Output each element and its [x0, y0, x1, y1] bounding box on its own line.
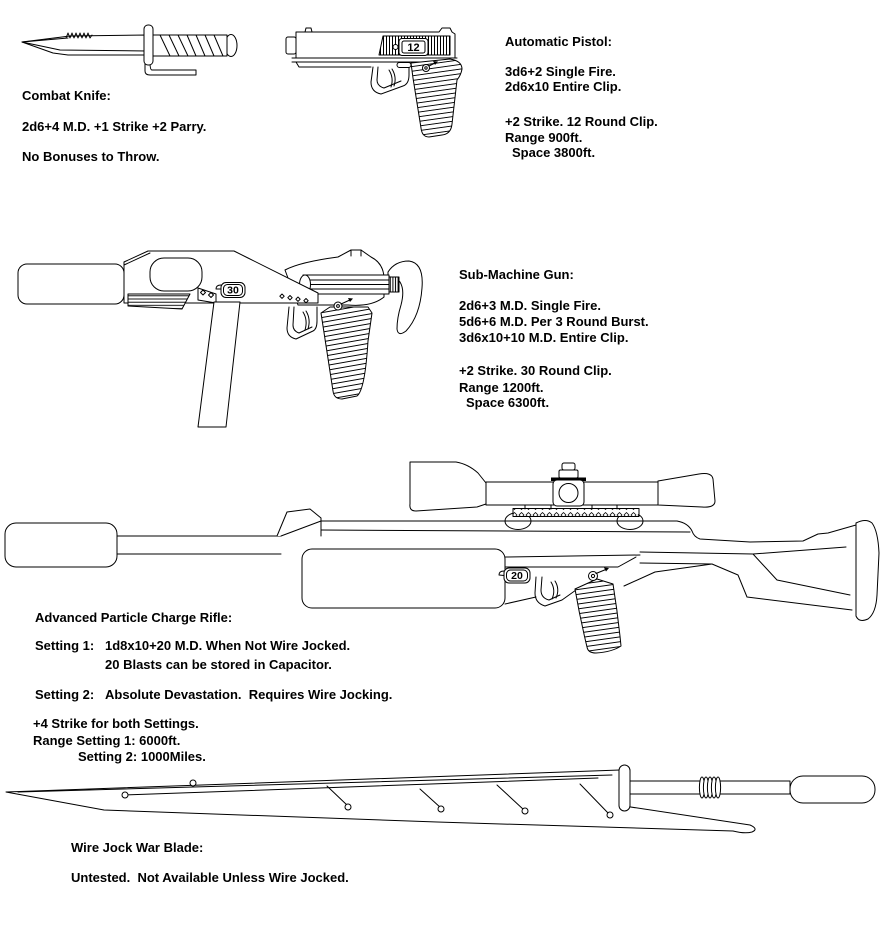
rifle-grip [575, 579, 621, 653]
pistol-stat: 2d6x10 Entire Clip. [505, 79, 622, 94]
smg-handguard-window [150, 258, 202, 291]
rifle-capacitor-canister [302, 549, 505, 608]
rifle-maker-mark [589, 568, 610, 581]
blade-grip [790, 776, 875, 803]
rifle-strike-stat: +4 Strike for both Settings. [33, 716, 199, 731]
rifle-front-riser [277, 509, 321, 536]
combat-knife-stat: No Bonuses to Throw. [22, 149, 160, 164]
rifle-setting1-stat2: 20 Blasts can be stored in Capacitor. [105, 657, 332, 672]
rifle-setting2-label: Setting 2: [35, 687, 95, 702]
particle-rifle-text [35, 610, 392, 764]
smg-stat: 3d6x10+10 M.D. Entire Clip. [459, 330, 629, 345]
blade-handle [630, 776, 875, 803]
smg-title: Sub-Machine Gun: [459, 267, 574, 282]
rifle-trigger-guard [535, 577, 576, 606]
smg-stat: +2 Strike. 30 Round Clip. [459, 363, 612, 378]
war-blade-title: Wire Jock War Blade: [71, 840, 204, 855]
automatic-pistol-drawing [283, 22, 468, 144]
smg-ammo-counter-value: 30 [227, 284, 239, 297]
pistol-stat: Range 900ft. [505, 130, 583, 145]
rifle-range2-stat: Setting 2: 1000Miles. [78, 749, 206, 764]
smg-stat: Range 1200ft. [459, 380, 544, 395]
rifle-scope-bell [410, 462, 486, 511]
combat-knife-title: Combat Knife: [22, 88, 111, 103]
rifle-muzzle [5, 523, 117, 567]
smg-stat: 5d6+6 M.D. Per 3 Round Burst. [459, 314, 649, 329]
rifle-title: Advanced Particle Charge Rifle: [35, 610, 233, 625]
sub-machine-gun-drawing [12, 243, 424, 435]
combat-knife-text [22, 88, 206, 164]
combat-knife-drawing [10, 22, 240, 87]
rifle-range1-stat: Range Setting 1: 6000ft. [33, 733, 181, 748]
smg-trigger-guard [287, 307, 317, 339]
smg-stat: 2d6+3 M.D. Single Fire. [459, 298, 601, 313]
blade-crossguard [619, 765, 630, 811]
pistol-stat: Space 3800ft. [512, 145, 596, 160]
smg-suppressor [18, 264, 124, 304]
rifle-setting2-stat: Absolute Devastation. Requires Wire Jocking. [105, 687, 393, 702]
pistol-slide [286, 28, 457, 62]
knife-blade [22, 33, 147, 55]
pistol-stat: +2 Strike. 12 Round Clip. [505, 114, 658, 129]
smg-trigger [303, 311, 309, 330]
automatic-pistol-text [505, 34, 658, 160]
rifle-trigger [551, 581, 558, 599]
pistol-stat: 3d6+2 Single Fire. [505, 64, 616, 79]
rifle-scope-rail [513, 509, 639, 517]
war-blade-drawing [0, 762, 880, 837]
smg-stat: Space 6300ft. [466, 395, 550, 410]
smg-cooling-fins [128, 294, 190, 309]
pistol-ammo-counter-value: 12 [407, 42, 420, 54]
knife-handle [153, 35, 237, 57]
pistol-frame [296, 62, 411, 94]
war-blade-stat: Untested. Not Available Unless Wire Jocked. [71, 870, 349, 885]
smg-folding-stock [388, 261, 422, 334]
sub-machine-gun-text [459, 267, 649, 410]
smg-grip [321, 307, 372, 399]
war-blade-text [71, 840, 349, 885]
rifle-ammo-counter-value: 20 [511, 570, 523, 582]
pistol-trigger [389, 69, 395, 87]
smg-magazine [198, 302, 240, 427]
rifle-setting1-stat: 1d8x10+20 M.D. When Not Wire Jocked. [105, 638, 351, 653]
rifle-setting1-label: Setting 1: [35, 638, 95, 653]
rifle-scope [410, 462, 715, 530]
pistol-grip [411, 59, 462, 137]
rifle-barrel [5, 509, 321, 567]
rifle-scope-eyepiece [658, 474, 715, 508]
combat-knife-stat: 2d6+4 M.D. +1 Strike +2 Parry. [22, 119, 207, 134]
blade-silhouette [6, 770, 755, 833]
automatic-pistol-title: Automatic Pistol: [505, 34, 612, 49]
